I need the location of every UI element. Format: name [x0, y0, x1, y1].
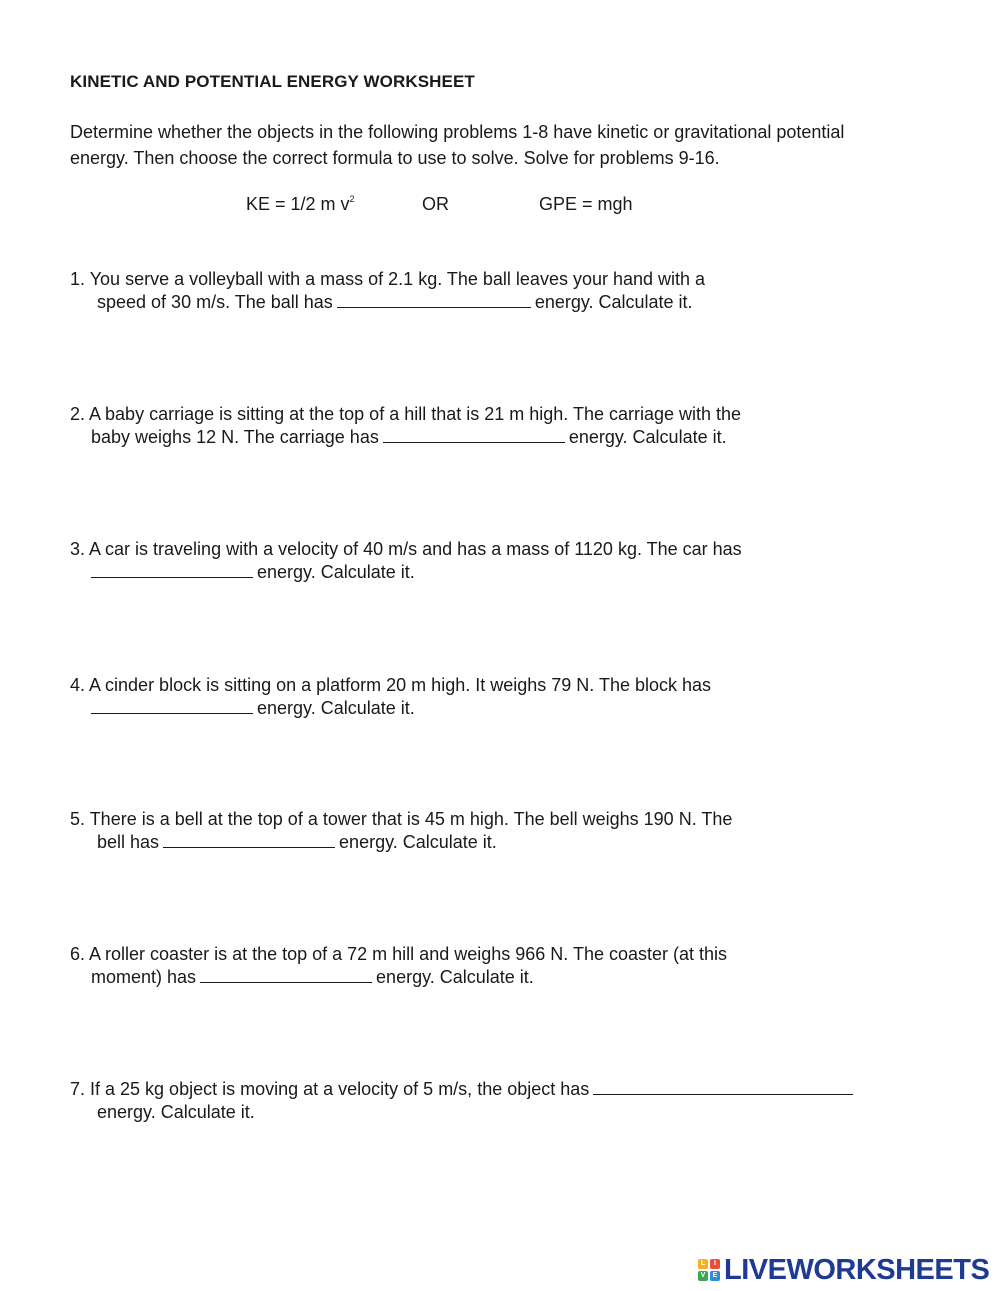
question-3-line-2 — [70, 561, 742, 584]
question-2-suffix: energy. Calculate it. — [568, 427, 727, 447]
question-6-line-1: 6. A roller coaster is at the top of a 72 m hill and weighs 966 N. The coaster (at this — [70, 944, 728, 964]
question-7-text: 7. If a 25 kg object is moving at a velocity of 5 m/s, the object has — [70, 1079, 590, 1099]
question-6 — [70, 943, 727, 989]
question-2-answer-blank[interactable] — [383, 426, 565, 443]
logo-block-l: L — [698, 1259, 708, 1269]
gpe-formula: GPE = mgh — [539, 194, 633, 214]
question-2-prefix: baby weighs 12 N. The carriage has — [91, 427, 379, 447]
logo-block-e: E — [710, 1271, 720, 1281]
worksheet-title: KINETIC AND POTENTIAL ENERGY WORKSHEET — [70, 72, 475, 91]
logo-blocks — [698, 1259, 720, 1281]
question-1-line-2 — [70, 291, 705, 314]
question-6-answer-blank[interactable] — [200, 966, 372, 983]
question-1 — [70, 268, 705, 314]
question-1-prefix: speed of 30 m/s. The ball has — [97, 292, 333, 312]
question-3-suffix: energy. Calculate it. — [257, 562, 415, 582]
question-3-answer-blank[interactable] — [91, 561, 253, 578]
question-5-prefix: bell has — [97, 832, 160, 852]
question-7-line-2: energy. Calculate it. — [97, 1102, 255, 1122]
ke-formula — [246, 194, 355, 215]
question-5-line-1: 5. There is a bell at the top of a tower that is 45 m high. The bell weighs 190 N. The — [70, 809, 733, 829]
question-2-line-2 — [70, 426, 741, 449]
question-6-suffix: energy. Calculate it. — [376, 967, 534, 987]
logo-block-i: I — [710, 1259, 720, 1269]
question-5 — [70, 808, 732, 854]
formula-or: OR — [422, 194, 449, 214]
instructions — [70, 119, 950, 171]
question-3-line-1: 3. A car is traveling with a velocity of 40 m/s and has a mass of 1120 kg. The car has — [70, 539, 742, 559]
question-6-prefix: moment) has — [91, 967, 197, 987]
liveworksheets-logo — [698, 1255, 989, 1285]
instructions-line-1: Determine whether the objects in the following problems 1-8 have kinetic or gravitational potential — [70, 122, 845, 142]
question-5-line-2 — [70, 831, 732, 854]
question-4-line-2 — [70, 697, 711, 720]
question-4-suffix: energy. Calculate it. — [257, 698, 415, 718]
question-5-suffix: energy. Calculate it. — [339, 832, 497, 852]
question-4-answer-blank[interactable] — [91, 697, 253, 714]
logo-text: LIVEWORKSHEETS — [724, 1253, 990, 1286]
instructions-line-2: energy. Then choose the correct formula to use to solve. Solve for problems 9-16. — [70, 148, 720, 168]
logo-block-v: V — [698, 1271, 708, 1281]
question-1-answer-blank[interactable] — [337, 291, 531, 308]
question-7 — [70, 1078, 857, 1124]
question-3 — [70, 538, 742, 584]
ke-exponent: 2 — [349, 194, 355, 204]
question-6-line-2 — [70, 966, 727, 989]
question-5-answer-blank[interactable] — [163, 831, 335, 848]
question-1-suffix: energy. Calculate it. — [534, 292, 693, 312]
ke-formula-text: KE = 1/2 m v — [246, 194, 350, 214]
question-7-answer-blank[interactable] — [593, 1078, 853, 1095]
question-7-line-1 — [70, 1078, 857, 1101]
question-4 — [70, 674, 711, 720]
question-2-line-1: 2. A baby carriage is sitting at the top of a hill that is 21 m high. The carriage with the — [70, 404, 742, 424]
question-1-line-1: 1. You serve a volleyball with a mass of 2.1 kg. The ball leaves your hand with a — [70, 269, 706, 289]
question-4-line-1: 4. A cinder block is sitting on a platform 20 m high. It weighs 79 N. The block has — [70, 675, 712, 695]
question-2 — [70, 403, 741, 449]
